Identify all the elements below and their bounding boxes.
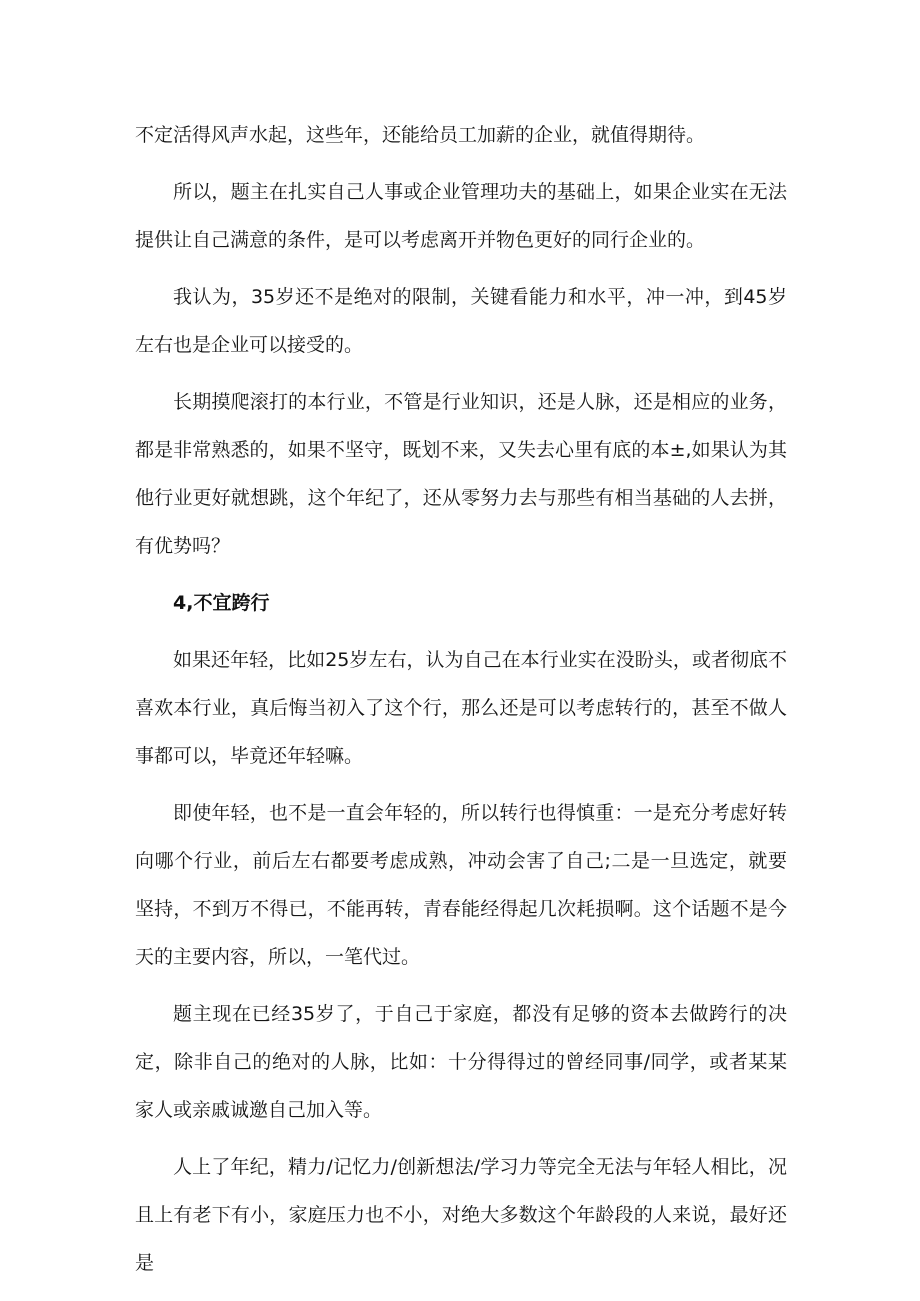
paragraph: 如果还年轻，比如25岁左右，认为自己在本行业实在没盼头，或者彻底不喜欢本行业，真后悔当初入了这个行，那么还是可以考虑转行的，甚至不做人事都可以，毕竟还年轻嘛。 <box>135 649 787 767</box>
paragraph: 所以，题主在扎实自己人事或企业管理功夫的基础上，如果企业实在无法提供让自己满意的条件，是可以考虑离开并物色更好的同行企业的。 <box>135 181 787 251</box>
document-body <box>135 111 787 1296</box>
paragraph: 人上了年纪，精力/记忆力/创新想法/学习力等完全无法与年轻人相比，况且上有老下有小，家庭压力也不小，对绝大多数这个年龄段的人来说，最好还是 <box>135 1156 787 1274</box>
paragraph: 题主现在已经35岁了，于自己于家庭，都没有足够的资本去做跨行的决定，除非自己的绝对的人脉，比如：十分得得过的曾经同事/同学，或者某某家人或亲戚诚邀自己加入等。 <box>135 1003 787 1121</box>
paragraph: 长期摸爬滚打的本行业，不管是行业知识，还是人脉，还是相应的业务，都是非常熟悉的，如果不坚守，既划不来，又失去心里有底的本±,如果认为其他行业更好就想跳，这个年纪了，还从零努力去与那些有相当基础的人去拼，有优势吗？ <box>135 391 787 557</box>
section-heading: 4,不宜跨行 <box>173 592 270 614</box>
paragraph-continuation: 不定活得风声水起，这些年，还能给员工加薪的企业，就值得期待。 <box>135 124 706 146</box>
paragraph: 即使年轻，也不是一直会年轻的，所以转行也得慎重：一是充分考虑好转向哪个行业，前后左右都要考虑成熟，冲动会害了自己;二是一旦选定，就要坚持，不到万不得已，不能再转，青春能经得起几次耗损啊。这个话题不是今天的主要内容，所以，一笔代过。 <box>135 802 787 968</box>
paragraph: 我认为，35岁还不是绝对的限制，关键看能力和水平，冲一冲，到45岁左右也是企业可以接受的。 <box>135 286 787 356</box>
